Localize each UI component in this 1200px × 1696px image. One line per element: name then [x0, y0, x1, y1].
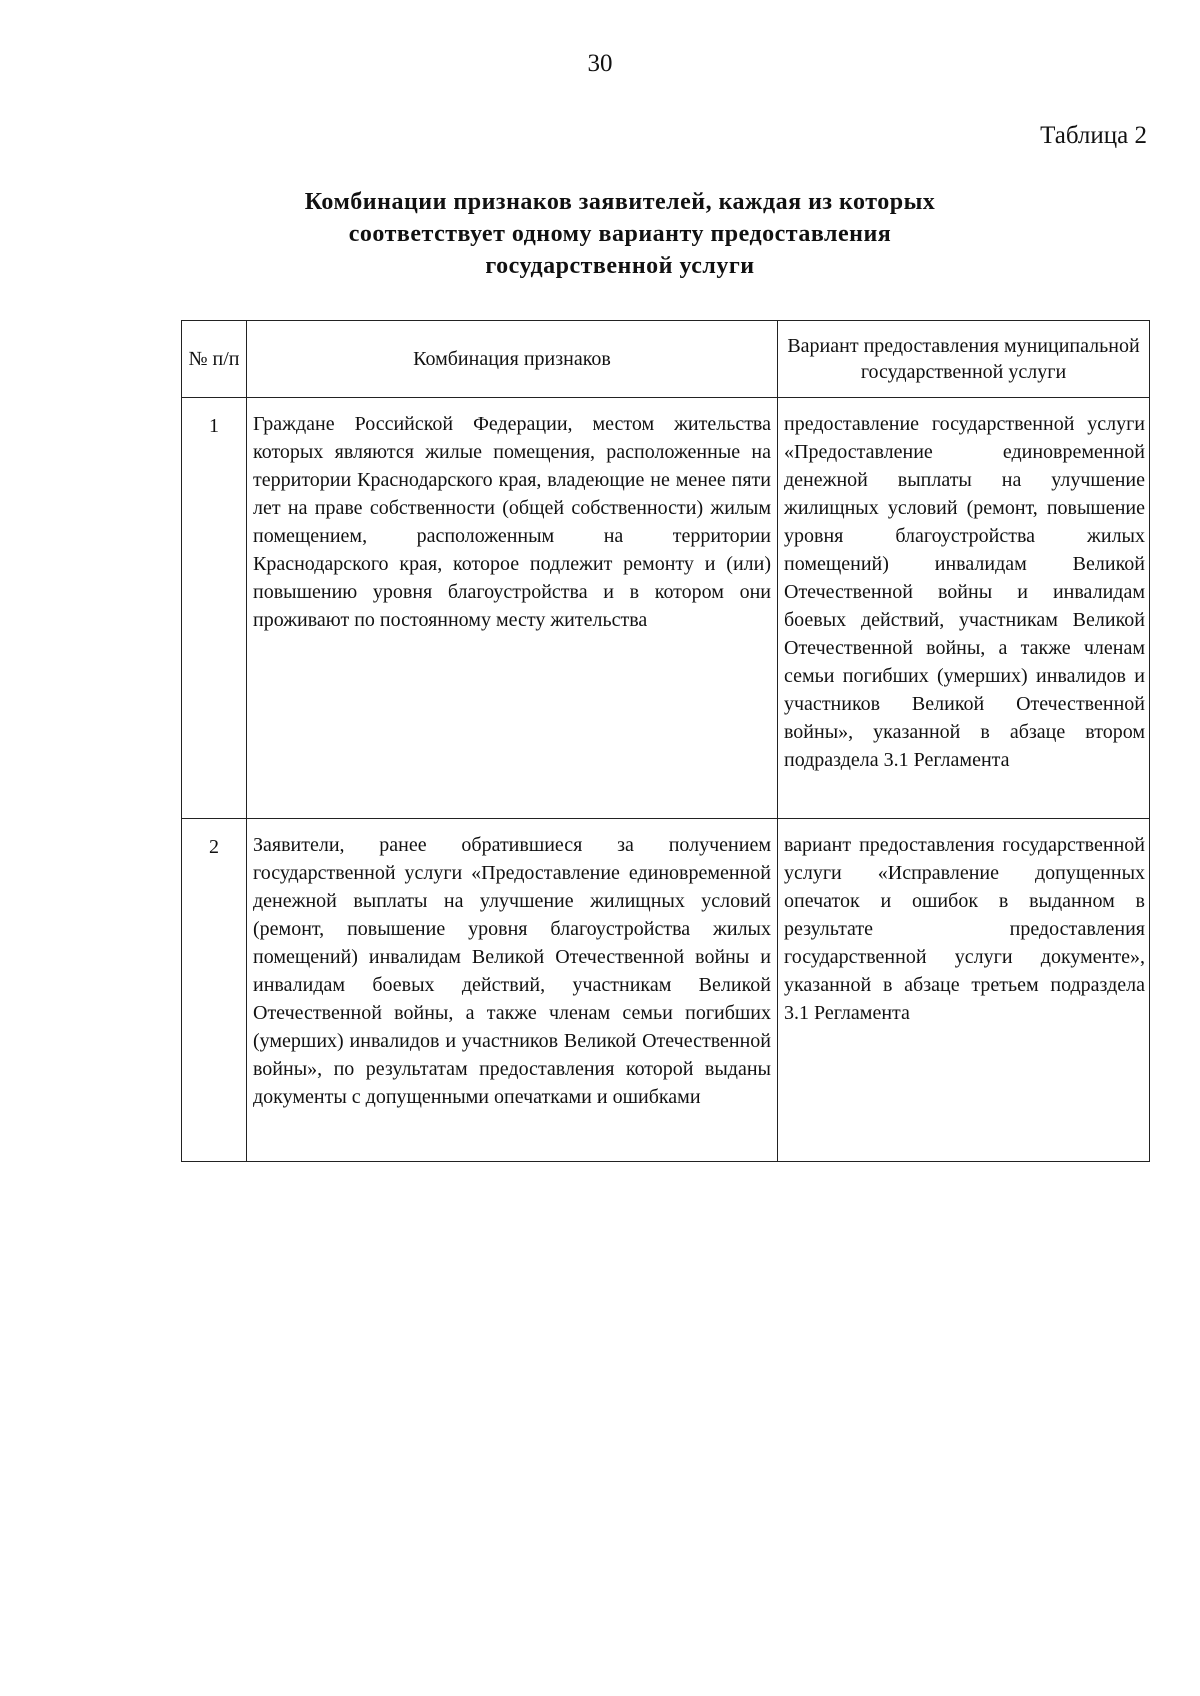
- row-variant: вариант предоставления государственной услуги «Исправление допущенных опечаток и ошибок в выданном в результате предоставления государственной услуги документе», указанной в абзаце третьем подраздела 3.1 Регламента: [778, 819, 1150, 1162]
- combinations-table: [181, 320, 1150, 1162]
- header-combination: Комбинация признаков: [247, 321, 778, 398]
- document-title: [200, 186, 1040, 282]
- page-number: 30: [587, 50, 613, 77]
- row-combination: Заявители, ранее обратившиеся за получением государственной услуги «Предоставление единовременной денежной выплаты на улучшение жилищных условий (ремонт, повышение уровня благоустройства жилых помещений) инвалидам Великой Отечественной войны и инвалидам боевых действий, участникам Великой Отечественной войны, а также членам семьи погибших (умерших) инвалидов и участников Великой Отечественной войны», по результатам предоставления которой выданы документы с допущенными опечатками и ошибками: [247, 819, 778, 1162]
- row-number: 1: [182, 398, 247, 819]
- table-label: Таблица 2: [1040, 122, 1147, 149]
- row-number: 2: [182, 819, 247, 1162]
- row-combination: Граждане Российской Федерации, местом жительства которых являются жилые помещения, расположенные на территории Краснодарского края, владеющие не менее пяти лет на праве собственности (общей собственности) жилым помещением, расположенным на территории Краснодарского края, которое подлежит ремонту и (или) повышению уровня благоустройства и в котором они проживают по постоянному месту жительства: [247, 398, 778, 819]
- row-variant: предоставление государственной услуги «Предоставление единовременной денежной выплаты на улучшение жилищных условий (ремонт, повышение уровня благоустройства жилых помещений) инвалидам Великой Отечественной войны и инвалидам боевых действий, участникам Великой Отечественной войны, а также членам семьи погибших (умерших) инвалидов и участников Великой Отечественной войны», указанной в абзаце втором подраздела 3.1 Регламента: [778, 398, 1150, 819]
- title-line-3: государственной услуги: [485, 253, 755, 279]
- title-line-2: соответствует одному варианту предоставления: [348, 221, 892, 247]
- header-variant: Вариант предоставления муниципальной государственной услуги: [778, 321, 1150, 398]
- title-line-1: Комбинации признаков заявителей, каждая из которых: [304, 189, 936, 215]
- table-row: [182, 398, 1150, 819]
- table-header-row: [182, 321, 1150, 398]
- header-number: № п/п: [182, 321, 247, 398]
- table-row: [182, 819, 1150, 1162]
